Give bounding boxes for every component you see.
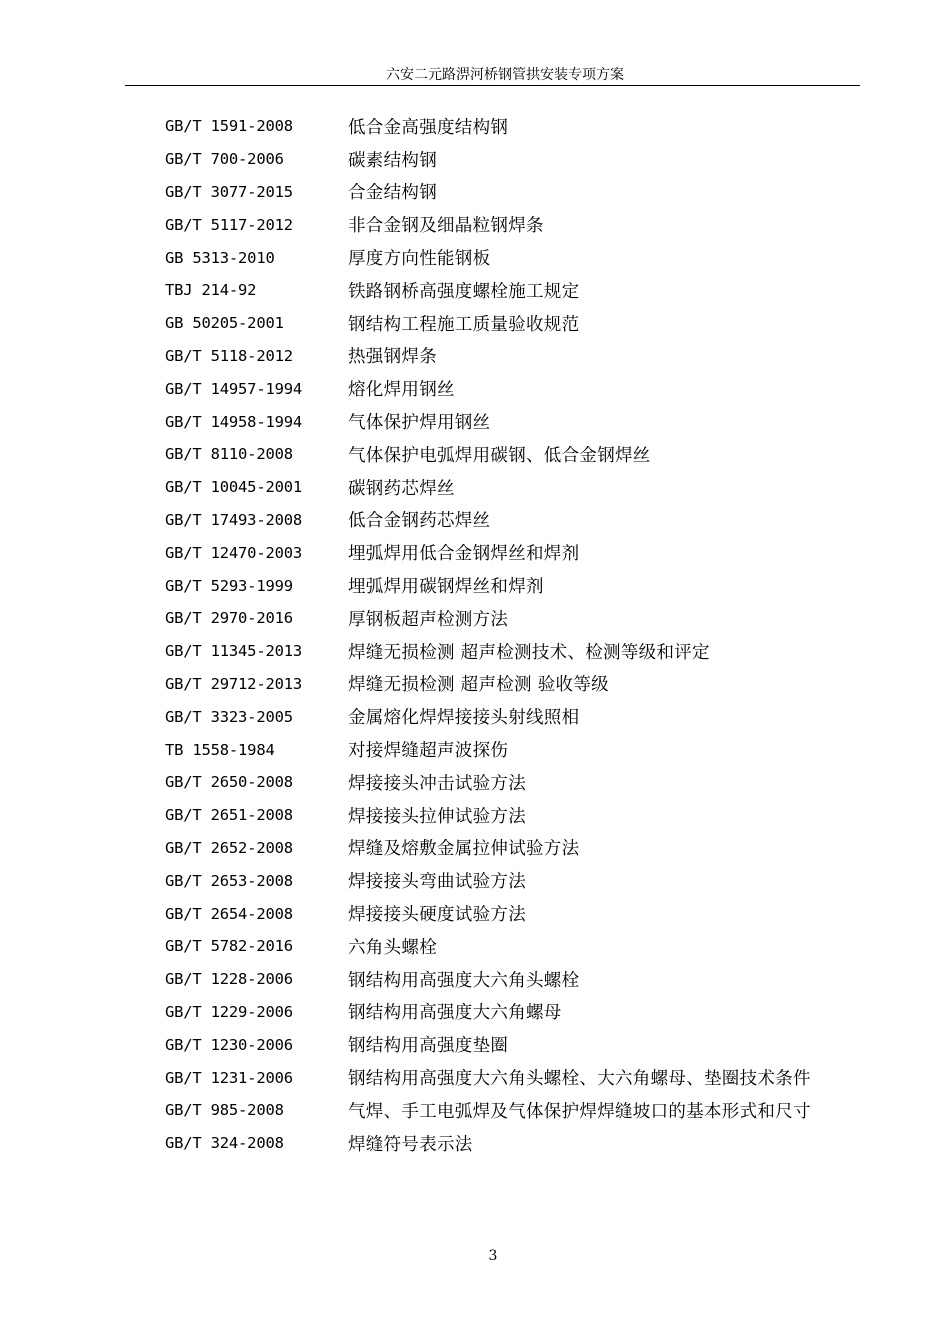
standard-title: 六角头螺栓 (348, 937, 437, 958)
standard-code: GB/T 8110-2008 (165, 445, 293, 464)
standard-title: 碳素结构钢 (348, 150, 437, 171)
standard-code: GB/T 5117-2012 (165, 215, 293, 234)
standard-code: GB/T 10045-2001 (165, 478, 302, 497)
standard-code: GB/T 2654-2008 (165, 904, 293, 923)
standard-title: 气体保护电弧焊用碳钢、低合金钢焊丝 (348, 445, 651, 466)
standard-title: 气体保护焊用钢丝 (348, 413, 491, 434)
standard-code: GB/T 2650-2008 (165, 773, 293, 792)
standard-title: 低合金钢药芯焊丝 (348, 511, 491, 532)
standard-code: GB 5313-2010 (165, 248, 275, 267)
standard-row (165, 700, 865, 733)
standard-row (165, 143, 865, 176)
standard-title: 焊缝及熔敷金属拉伸试验方法 (348, 839, 580, 860)
standard-row (165, 733, 865, 766)
standard-row (165, 176, 865, 209)
standard-row (165, 536, 865, 569)
standard-code: GB/T 1228-2006 (165, 970, 293, 989)
standard-title: 热强钢焊条 (348, 347, 437, 368)
standard-title: 低合金高强度结构钢 (348, 117, 509, 138)
standard-code: GB/T 3323-2005 (165, 707, 293, 726)
standard-title: 焊接接头弯曲试验方法 (348, 872, 526, 893)
standard-title: 焊接接头冲击试验方法 (348, 773, 526, 794)
standard-row (165, 1028, 865, 1061)
standard-code: GB/T 17493-2008 (165, 510, 302, 529)
standard-title: 合金结构钢 (348, 183, 437, 204)
standard-code: GB/T 2653-2008 (165, 871, 293, 890)
standard-row (165, 897, 865, 930)
standard-title: 气焊、手工电弧焊及气体保护焊焊缝坡口的基本形式和尺寸 (348, 1101, 811, 1122)
standard-title: 碳钢药芯焊丝 (348, 478, 455, 499)
standard-title: 钢结构用高强度大六角螺母 (348, 1003, 562, 1024)
standard-row (165, 504, 865, 537)
standard-row (165, 1094, 865, 1127)
standard-title: 钢结构用高强度大六角头螺栓 (348, 970, 580, 991)
standard-title: 焊接接头硬度试验方法 (348, 905, 526, 926)
standard-code: GB/T 1591-2008 (165, 117, 293, 136)
standard-code: GB/T 3077-2015 (165, 182, 293, 201)
standard-row (165, 307, 865, 340)
standard-code: GB/T 2970-2016 (165, 609, 293, 628)
standard-title: 埋弧焊用低合金钢焊丝和焊剂 (348, 544, 580, 565)
standard-code: GB 50205-2001 (165, 314, 284, 333)
standard-row (165, 799, 865, 832)
standard-code: GB/T 2651-2008 (165, 806, 293, 825)
standard-row (165, 110, 865, 143)
standard-code: GB/T 5118-2012 (165, 346, 293, 365)
standard-row (165, 930, 865, 963)
standard-title: 钢结构用高强度垫圈 (348, 1036, 509, 1057)
standard-title: 焊缝无损检测 超声检测 验收等级 (348, 675, 609, 696)
standard-row (165, 340, 865, 373)
standard-row (165, 963, 865, 996)
standard-row (165, 274, 865, 307)
standard-code: GB/T 12470-2003 (165, 543, 302, 562)
standard-code: TB 1558-1984 (165, 740, 275, 759)
standard-code: GB/T 1229-2006 (165, 1002, 293, 1021)
standard-code: GB/T 29712-2013 (165, 674, 302, 693)
standard-row (165, 438, 865, 471)
standard-code: GB/T 2652-2008 (165, 838, 293, 857)
page-header-title: 六安二元路淠河桥钢管拱安装专项方案 (386, 67, 624, 83)
standard-row (165, 996, 865, 1029)
standard-code: GB/T 14957-1994 (165, 379, 302, 398)
standard-code: TBJ 214-92 (165, 281, 257, 300)
standard-row (165, 405, 865, 438)
standard-title: 焊缝无损检测 超声检测技术、检测等级和评定 (348, 642, 710, 663)
standard-title: 钢结构用高强度大六角头螺栓、大六角螺母、垫圈技术条件 (348, 1069, 811, 1089)
standard-row (165, 864, 865, 897)
standard-title: 焊缝符号表示法 (348, 1134, 473, 1155)
standard-row (165, 602, 865, 635)
standard-title: 非合金钢及细晶粒钢焊条 (348, 216, 544, 237)
standard-code: GB/T 11345-2013 (165, 642, 302, 661)
standards-list (165, 110, 865, 1160)
standard-row (165, 569, 865, 602)
standard-title: 金属熔化焊焊接接头射线照相 (348, 708, 580, 729)
standard-title: 对接焊缝超声波探伤 (348, 741, 509, 762)
standard-row (165, 471, 865, 504)
page-number: 3 (488, 1248, 498, 1264)
standard-row (165, 668, 865, 701)
standard-row (165, 372, 865, 405)
standard-code: GB/T 1231-2006 (165, 1068, 293, 1087)
standard-row (165, 832, 865, 865)
standard-title: 厚度方向性能钢板 (348, 249, 491, 270)
standard-title: 厚钢板超声检测方法 (348, 609, 509, 630)
standard-code: GB/T 985-2008 (165, 1101, 284, 1120)
standard-title: 埋弧焊用碳钢焊丝和焊剂 (348, 577, 544, 598)
standard-code: GB/T 1230-2006 (165, 1035, 293, 1054)
standard-title: 焊接接头拉伸试验方法 (348, 806, 526, 827)
standard-code: GB/T 700-2006 (165, 150, 284, 169)
standard-row (165, 1127, 865, 1160)
standard-title: 钢结构工程施工质量验收规范 (348, 314, 580, 335)
standard-row (165, 635, 865, 668)
standard-code: GB/T 5293-1999 (165, 576, 293, 595)
standard-title: 熔化焊用钢丝 (348, 380, 455, 401)
standard-row (165, 766, 865, 799)
standard-title: 铁路钢桥高强度螺栓施工规定 (348, 281, 580, 302)
standard-code: GB/T 5782-2016 (165, 937, 293, 956)
standard-row (165, 1061, 865, 1094)
standard-code: GB/T 324-2008 (165, 1134, 284, 1153)
header-divider (125, 85, 860, 86)
standard-row (165, 241, 865, 274)
standard-code: GB/T 14958-1994 (165, 412, 302, 431)
standard-row (165, 208, 865, 241)
